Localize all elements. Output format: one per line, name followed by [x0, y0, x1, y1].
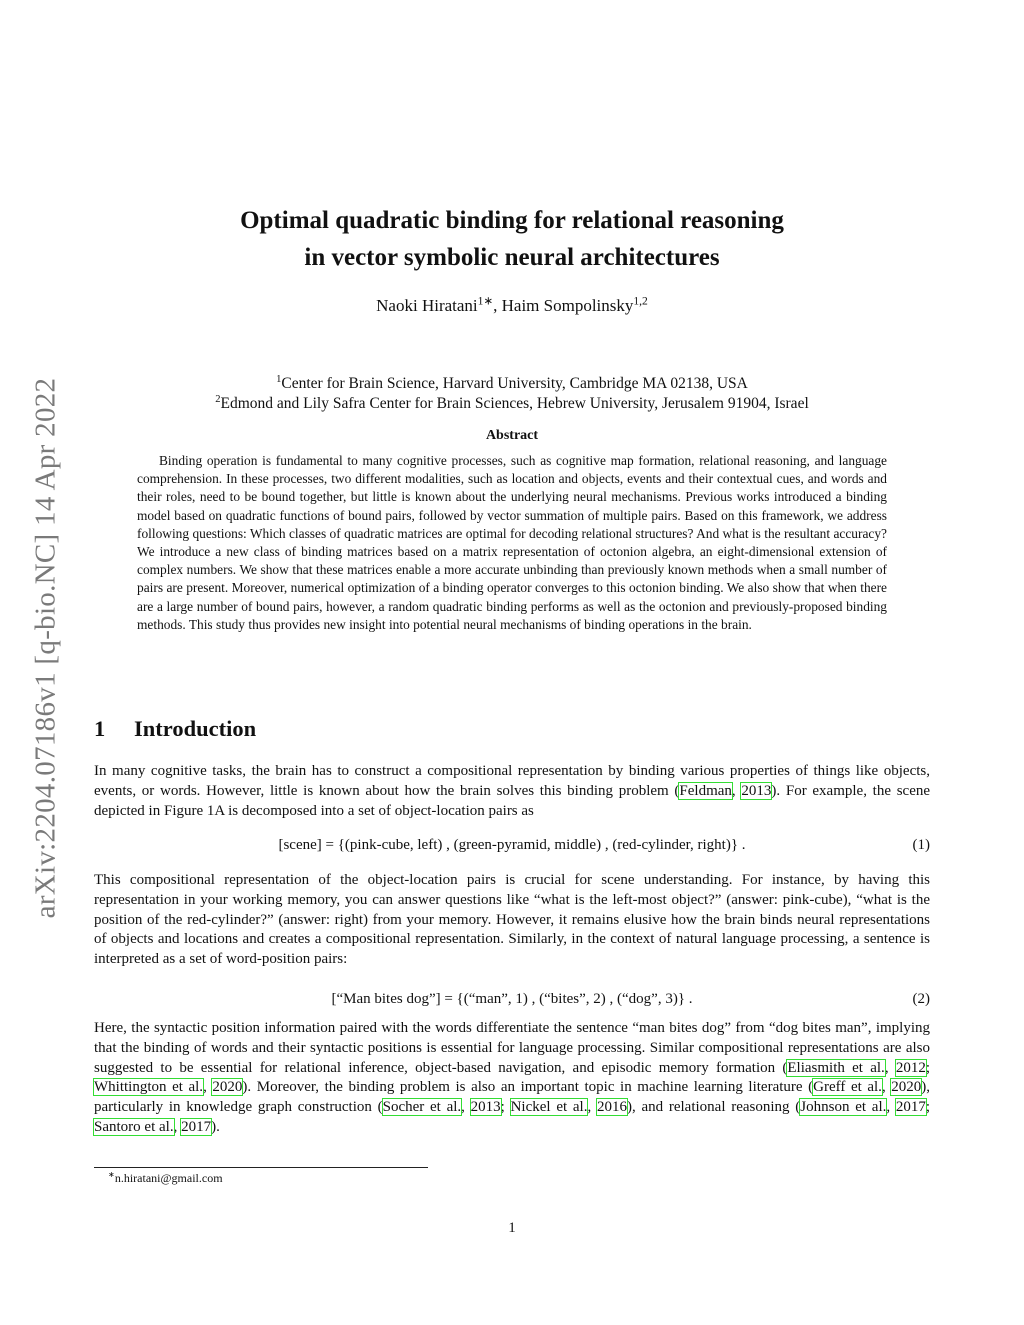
arxiv-sidebar — [20, 334, 72, 962]
citation-link[interactable]: 2013 — [470, 1099, 501, 1116]
page-number: 1 — [508, 1220, 516, 1236]
text-run: , — [881, 1079, 892, 1096]
text-run: , — [884, 1059, 896, 1076]
footnote-email: n.hiratani@gmail.com — [114, 1171, 223, 1185]
citation-link[interactable]: Eliasmith et al. — [787, 1059, 885, 1076]
text-run: ; — [925, 1059, 930, 1076]
citation-link[interactable]: 2016 — [596, 1099, 627, 1116]
author-separator: , — [493, 296, 502, 315]
citation-link[interactable]: Nickel et al. — [510, 1099, 588, 1116]
citation-link[interactable]: 2020 — [212, 1079, 243, 1096]
text-run: In many cognitive tasks, the brain has to construct a compositional representation by binding various properties of things like objects, events, or words. However, little is known about how the brain solves this binding problem ( — [94, 763, 930, 799]
citation-link[interactable]: Feldman — [679, 782, 732, 799]
citation-link[interactable]: 2013 — [741, 782, 772, 799]
footnote — [108, 1171, 223, 1186]
equation-2-number: (2) — [912, 991, 930, 1007]
text-run: , — [587, 1099, 597, 1116]
affiliation-2-text: Edmond and Lily Safra Center for Brain Sciences, Hebrew University, Jerusalem 91904, Israel — [220, 395, 809, 412]
author-2-name: Haim Sompolinsky — [501, 296, 634, 315]
footnote-divider — [94, 1167, 428, 1168]
abstract-heading: Abstract — [485, 428, 539, 443]
citation-link[interactable]: Johnson et al. — [800, 1099, 887, 1116]
text-run: , — [461, 1099, 471, 1116]
arxiv-identifier: arXiv:2204.07186v1 [q-bio.NC] 14 Apr 2022 — [29, 377, 62, 919]
text-run: ), and relational reasoning ( — [626, 1099, 801, 1116]
paragraph-3 — [94, 1019, 930, 1138]
author-1-affil: 1 — [477, 294, 484, 308]
text-run: , — [173, 1118, 182, 1135]
citation-link[interactable]: 2020 — [891, 1079, 922, 1096]
text-run: ). — [211, 1118, 220, 1135]
text-run: ; — [500, 1099, 511, 1116]
affiliation-1-text: Center for Brain Science, Harvard University, Cambridge MA 02138, USA — [281, 375, 748, 392]
title-line-2: in vector symbolic neural architectures — [304, 244, 720, 271]
author-1-footnote-mark: ∗ — [483, 294, 494, 308]
author-list — [110, 296, 914, 316]
affiliation-1-mark: 1 — [276, 373, 282, 385]
text-run: , — [203, 1079, 213, 1096]
paragraph-2: This compositional representation of the object-location pairs is crucial for scene understanding. For instance, by having this representation in your working memory, you can answer questions like “what is the left-most object?” (answer: pink-cube), “what is the position of the red-cylinder?” (answer: right) from your memory. However, it remains elusive how the brain binds neural representations of objects and locations and creates a compositional representation. Similarly, in the context of natural language processing, a sentence is interpreted as a set of word-position pairs: — [94, 872, 930, 968]
paper-title — [110, 202, 914, 276]
affiliation-2 — [110, 394, 914, 414]
text-run: , — [886, 1099, 896, 1116]
text-run: ; — [925, 1099, 931, 1116]
citation-link[interactable]: Whittington et al. — [94, 1079, 204, 1096]
citation-link[interactable]: 2017 — [181, 1118, 212, 1135]
author-2-affil: 1,2 — [633, 294, 648, 308]
equation-1-number: (1) — [912, 837, 930, 853]
text-run: , — [731, 782, 742, 799]
section-number: 1 — [94, 716, 106, 741]
section-title: Introduction — [134, 716, 257, 741]
citation-link[interactable]: 2012 — [895, 1059, 926, 1076]
abstract-text: Binding operation is fundamental to many cognitive processes, such as cognitive map formation, relational reasoning, and language comprehension. In these processes, two different modalities, such as location and objects, events and their contextual cues, and words and their roles, need to be bound together, but little is known about the underlying neural mechanisms. Previous works introduced a binding model based on quadratic functions of bound pairs, followed by vector summation of multiple pairs. Based on this framework, we address following questions: Which classes of quadratic matrices are optimal for decoding relational structures? And what is the resultant accuracy? We introduce a new class of binding matrices based on a matrix representation of octonion algebra, an eight-dimensional extension of complex numbers. We show that these matrices enable a more accurate unbinding than previously known methods when a small number of pairs are present. Moreover, numerical optimization of a binding operator converges to this octonion binding. We also show that when there are a large number of bound pairs, however, a random quadratic binding performs as well as the octonion and previously-proposed binding methods. This study thus provides new insight into potential neural mechanisms of binding operations in the brain. — [137, 453, 887, 632]
text-run: ). For example, the scene depicted in Figure 1A is decomposed into a set of object-location pairs as — [94, 782, 931, 819]
text-run: Here, the syntactic position information paired with the words differentiate the sentence “man bites dog” from “dog bites man”, implying that the binding of words and their syntactic positions is essential for language processing. Similar compositional representations are also suggested to be essential for relational inference, object-based navigation, and episodic memory formation ( — [94, 1020, 930, 1076]
equation-2-body: [“Man bites dog”] = {(“man”, 1) , (“bites”, 2) , (“dog”, 3)} . — [331, 991, 693, 1007]
paragraph-1 — [94, 762, 930, 821]
equation-1-body: [scene] = {(pink-cube, left) , (green-pyramid, middle) , (red-cylinder, right)} . — [278, 837, 746, 853]
affiliation-2-mark: 2 — [215, 393, 221, 405]
text-run: ), particularly in knowledge graph construction ( — [94, 1079, 931, 1116]
affiliations — [110, 374, 914, 414]
citation-link[interactable]: Socher et al. — [382, 1099, 462, 1116]
affiliation-1 — [110, 374, 914, 394]
author-1-name: Naoki Hiratani — [376, 296, 478, 315]
text-run: ). Moreover, the binding problem is also an important topic in machine learning literature ( — [242, 1079, 814, 1096]
footnote-mark: ∗ — [108, 1170, 115, 1179]
title-line-1: Optimal quadratic binding for relational reasoning — [240, 207, 784, 234]
citation-link[interactable]: Santoro et al. — [94, 1118, 174, 1135]
citation-link[interactable]: 2017 — [895, 1099, 926, 1116]
citation-link[interactable]: Greff et al. — [813, 1079, 882, 1096]
section-heading-introduction — [94, 716, 256, 742]
